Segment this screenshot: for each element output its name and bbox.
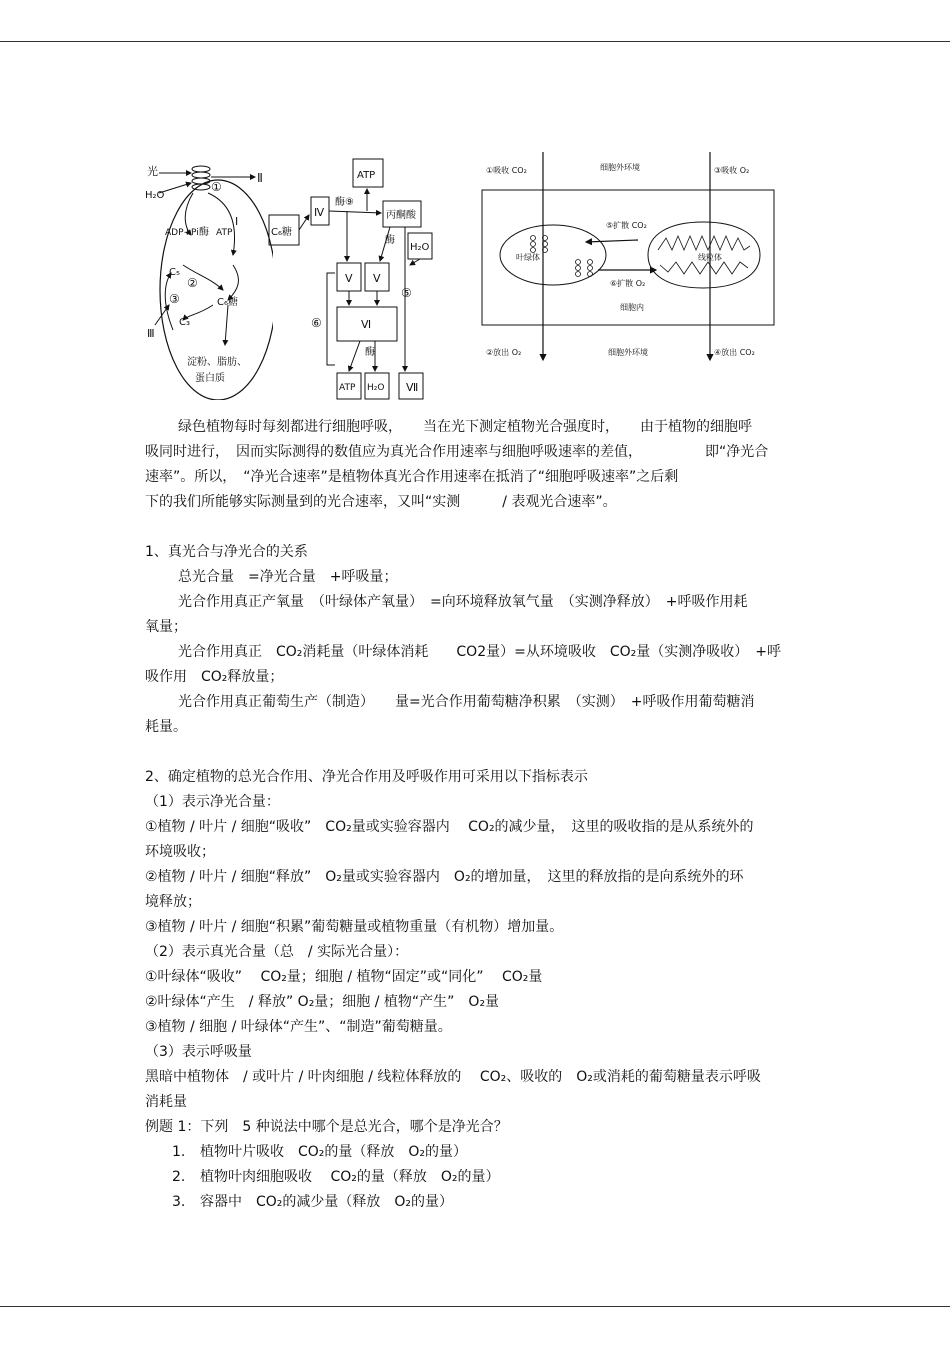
fig2-roman-v-left: Ⅴ xyxy=(345,272,353,285)
fig2-atp-top: ATP xyxy=(357,170,376,181)
fig3-inside: 细胞内 xyxy=(620,303,644,312)
section-2-heading: 2、确定植物的总光合作用、净光合作用及呼吸作用可采用以下指标表示 xyxy=(145,769,588,785)
s1-line: 耗量。 xyxy=(145,719,187,735)
fig2-roman-vi: Ⅵ xyxy=(361,318,372,331)
fig3-release-o2: ②放出 O₂ xyxy=(486,348,522,357)
s2-line: ②植物 / 叶片 / 细胞“释放” O₂量或实验容器内 O₂的增加量， 这里的释放指的是向系统外的环 xyxy=(145,869,744,885)
list-item xyxy=(145,1190,805,1215)
s1-line: 光合作用真正葡萄生产（制造） 量=光合作用葡萄糖净积累 （实测） +呼吸作用葡萄糖消 xyxy=(178,694,755,710)
s2-line: 境释放； xyxy=(145,894,201,910)
fig2-step-6: ⑥ xyxy=(311,316,322,330)
s2-subheading: （2）表示真光合量（总 / 实际光合量）： xyxy=(145,944,409,960)
s2-line: ①植物 / 叶片 / 细胞“吸收” CO₂量或实验容器内 CO₂的减少量， 这里的吸收指的是从系统外的 xyxy=(145,819,754,835)
fig1-roman-ii: Ⅱ xyxy=(257,171,263,185)
s2-line: 黑暗中植物体 / 或叶片 / 叶肉细胞 / 线粒体释放的 CO₂、吸收的 O₂或消耗的葡萄糖量表示呼吸 xyxy=(145,1069,761,1085)
list-item-text: 植物叶肉细胞吸收 CO₂的量（释放 O₂的量） xyxy=(200,1169,500,1185)
s2-line: 消耗量 xyxy=(145,1094,187,1110)
intro-paragraph-line: 下的我们所能够实际测量到的光合速率，又叫“实测 / 表观光合速率”。 xyxy=(145,494,617,510)
list-item xyxy=(145,1140,805,1165)
fig1-products-line2: 蛋白质 xyxy=(195,373,225,384)
fig1-roman-iii: Ⅲ xyxy=(147,327,155,340)
list-item-number: 3. xyxy=(172,1194,186,1210)
photosynthesis-diagram xyxy=(143,155,273,400)
fig1-step-1: ① xyxy=(211,180,222,194)
fig3-absorb-o2: ③吸收 O₂ xyxy=(714,166,750,175)
fig3-absorb-co2: ①吸收 CO₂ xyxy=(486,166,527,175)
fig2-enzyme9: 酶⑨ xyxy=(335,197,354,208)
s2-line: ③植物 / 叶片 / 细胞“积累”葡萄糖量或植物重量（有机物）增加量。 xyxy=(145,919,564,935)
fig1-roman-i: Ⅰ xyxy=(235,215,239,228)
s1-line: 光合作用真正 CO₂消耗量（叶绿体消耗 CO2量）=从环境吸收 CO₂量（实测净吸收） +呼 xyxy=(178,644,781,660)
fig2-roman-v-right: Ⅴ xyxy=(373,272,381,285)
intro-paragraph-line: 速率”。所以， “净光合速率”是植物体真光合作用速率在抵消了“细胞呼吸速率”之后剩 xyxy=(145,469,679,485)
s1-line: 氧量； xyxy=(145,619,187,635)
s2-subheading: （1）表示净光合量： xyxy=(145,794,280,810)
list-item-number: 1. xyxy=(172,1144,186,1160)
fig2-enzyme-bottom: 酶 xyxy=(365,347,375,358)
example-heading: 例题 1：下列 5 种说法中哪个是总光合，哪个是净光合？ xyxy=(145,1119,508,1135)
fig2-water: H₂O xyxy=(410,242,430,253)
fig2-roman-iv: Ⅳ xyxy=(314,206,325,219)
list-item-text: 植物叶片吸收 CO₂的量（释放 O₂的量） xyxy=(200,1144,468,1160)
s2-line: 环境吸收； xyxy=(145,844,215,860)
fig3-chloroplast: 叶绿体 xyxy=(516,253,540,262)
list-item-number: 2. xyxy=(172,1169,186,1185)
s2-line: ③植物 / 细胞 / 叶绿体“产生”、“制造”葡萄糖量。 xyxy=(145,1019,452,1035)
fig2-enzyme: 酶 xyxy=(385,235,395,246)
fig2-atp-bottom: ATP xyxy=(339,383,356,393)
fig2-roman-vii: Ⅶ xyxy=(406,381,419,394)
fig2-step-5: ⑤ xyxy=(401,286,412,300)
fig1-light-label: 光 xyxy=(147,165,158,178)
fig3-outside-top: 细胞外环境 xyxy=(600,163,640,172)
fig2-water-bottom: H₂O xyxy=(367,383,385,393)
document-body xyxy=(145,415,805,1215)
section-1-heading: 1、真光合与净光合的关系 xyxy=(145,544,308,560)
fig2-pyruvate: 丙酮酸 xyxy=(386,210,416,221)
fig1-c5-label: C₅ xyxy=(169,267,180,278)
list-item-text: 容器中 CO₂的减少量（释放 O₂的量） xyxy=(200,1194,454,1210)
fig1-step-2: ② xyxy=(187,276,198,290)
s1-line: 吸作用 CO₂释放量； xyxy=(145,669,284,685)
bottom-rule xyxy=(0,1306,950,1307)
thylakoid-stack-icon xyxy=(192,166,210,190)
s2-line: ②叶绿体“产生 / 释放” O₂量；细胞 / 植物“产生” O₂量 xyxy=(145,994,500,1010)
fig3-mitochondria: 线粒体 xyxy=(698,253,722,262)
s1-line: 光合作用真正产氧量 （叶绿体产氧量） =向环境释放氧气量 （实测净释放） +呼吸作用耗 xyxy=(178,594,748,610)
gas-exchange-diagram xyxy=(478,150,778,365)
intro-paragraph-line: 绿色植物每时每刻都进行细胞呼吸， 当在光下测定植物光合强度时， 由于植物的细胞呼 xyxy=(178,419,752,435)
s1-line: 总光合量 =净光合量 +呼吸量； xyxy=(178,569,398,585)
fig1-enzyme-label: 酶 xyxy=(199,227,209,238)
fig1-adp-label: ADP+Pi xyxy=(165,228,199,238)
s2-subheading: （3）表示呼吸量 xyxy=(145,1044,252,1060)
fig3-release-co2: ④放出 CO₂ xyxy=(714,348,755,357)
fig3-outside-bottom: 细胞外环境 xyxy=(608,348,648,357)
intro-paragraph-line: 吸同时进行， 因而实际测得的数值应为真光合作用速率与细胞呼吸速率的差值， 即“净光合 xyxy=(145,444,769,460)
list-item xyxy=(145,1165,805,1190)
fig1-c3-label: C₃ xyxy=(179,317,190,328)
fig1-c6-sugar-label: C₆糖 xyxy=(217,297,238,308)
s2-line: ①叶绿体“吸收” CO₂量；细胞 / 植物“固定”或“同化” CO₂量 xyxy=(145,969,543,985)
respiration-flow-diagram xyxy=(265,155,440,400)
fig3-diffuse-o2: ⑥扩散 O₂ xyxy=(610,279,646,288)
fig1-atp-label: ATP xyxy=(216,228,233,238)
top-rule xyxy=(0,41,950,42)
fig1-products-line1: 淀粉、脂肪、 xyxy=(187,357,247,368)
fig2-c6-sugar: C₆糖 xyxy=(271,227,292,238)
fig1-water-label: H₂O xyxy=(145,190,165,201)
fig3-diffuse-co2: ⑤扩散 CO₂ xyxy=(606,221,647,230)
fig1-step-3: ③ xyxy=(169,292,180,306)
